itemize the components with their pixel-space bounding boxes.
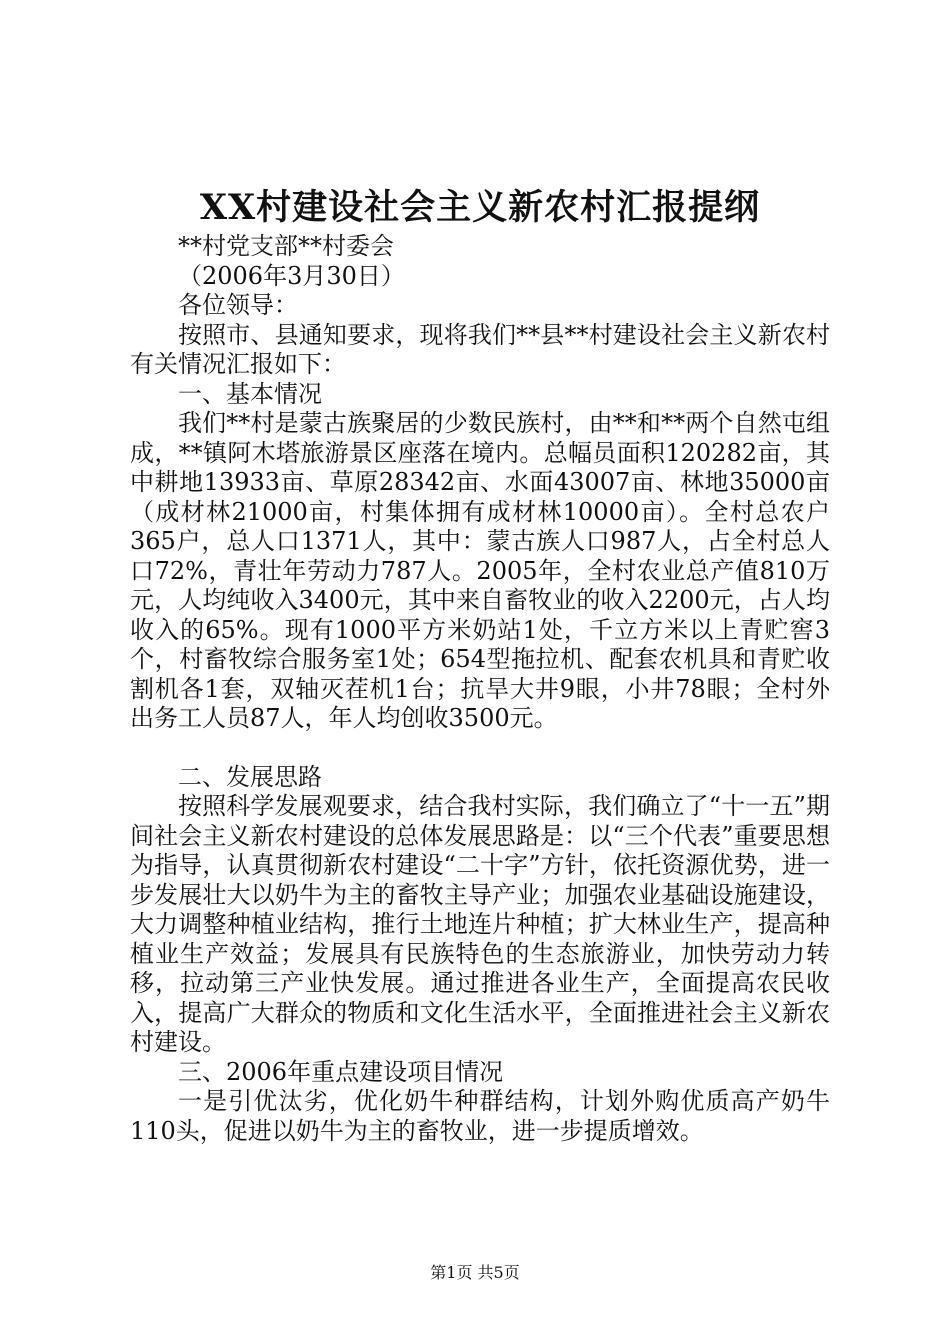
section-heading-key-projects: 三、2006年重点建设项目情况: [178, 1057, 504, 1086]
paragraph-salutation: 各位领导：: [178, 291, 298, 319]
document-body: [130, 232, 830, 1146]
paragraph-basic-situation: 我们**村是蒙古族聚居的少数民族村，由**和**两个自然屯组成，**镇阿木塔旅游景区座落在境内。总幅员面积120282亩，其中耕地13933亩、草原28342亩、水面43007亩、林地35000亩（成材林21000亩，村集体拥有成材林10000亩）。全村总农户365户，总人口1371人，其中：蒙古族人口987人，占全村总人口72%，青壮年劳动力787人。2005年，全村农业总产值810万元，人均纯收入3400元，其中来自畜牧业的收入2200元，占人均收入的65%。现有1000平方米奶站1处，千立方米以上青贮窖3个，村畜牧综合服务室1处；654型拖拉机、配套农机具和青贮收割机各1套，双轴灭茬机1台；抗旱大井9眼，小井78眼；全村外出务工人员87人，年人均创收3500元。: [130, 409, 830, 732]
section-heading-basic-situation: 一、基本情况: [178, 379, 322, 408]
section-heading-development-ideas: 二、发展思路: [178, 762, 322, 791]
document-page: [130, 0, 830, 1344]
paragraph-key-project-1: 一是引优汰劣，优化奶牛种群结构，计划外购优质高产奶牛110头，促进以奶牛为主的畜牧业，进一步提质增效。: [130, 1087, 830, 1145]
page-footer: 第1页 共5页: [430, 1263, 520, 1282]
paragraph-issuer: **村党支部**村委会: [178, 232, 394, 260]
paragraph-date: （2006年3月30日）: [178, 261, 405, 290]
paragraph-development-ideas: 按照科学发展观要求，结合我村实际，我们确立了“十一五”期间社会主义新农村建设的总体发展思路是：以“三个代表”重要思想为指导，认真贯彻新农村建设“二十字”方针，依托资源优势，进一步发展壮大以奶牛为主的畜牧主导产业；加强农业基础设施建设，大力调整种植业结构，推行土地连片种植；扩大林业生产，提高种植业生产效益；发展具有民族特色的生态旅游业，加快劳动力转移，拉动第三产业快发展。通过推进各业生产，全面提高农民收入，提高广大群众的物质和文化生活水平，全面推进社会主义新农村建设。: [130, 792, 830, 1056]
paragraph-intro: 按照市、县通知要求，现将我们**县**村建设社会主义新农村有关情况汇报如下：: [130, 320, 830, 378]
document-title: XX村建设社会主义新农村汇报提纲: [199, 187, 761, 228]
